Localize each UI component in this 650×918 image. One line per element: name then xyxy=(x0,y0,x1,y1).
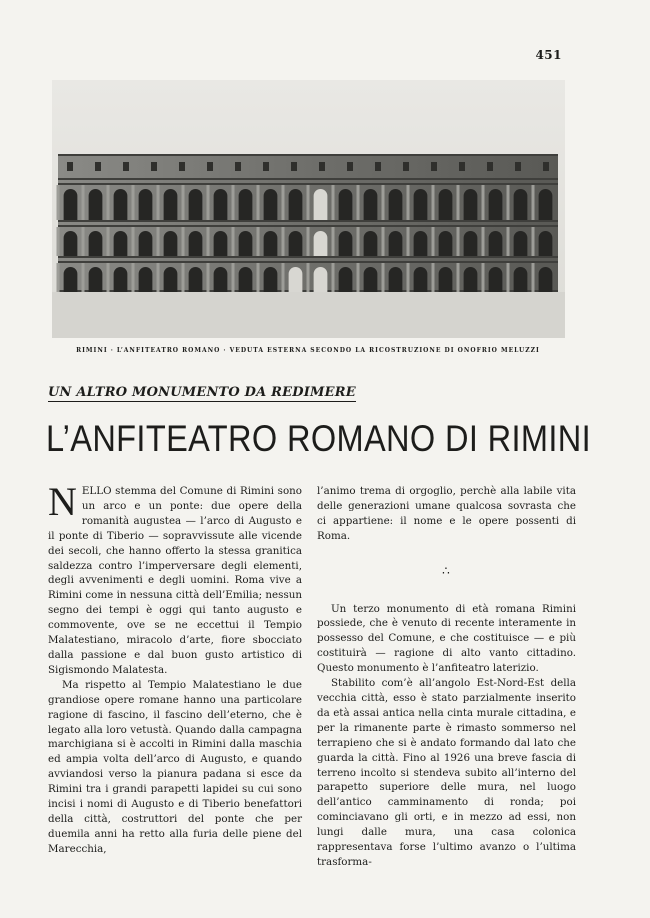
pilaster xyxy=(82,185,85,220)
article-kicker: UN ALTRO MONUMENTO DA REDIMERE xyxy=(48,385,356,400)
page-number: 451 xyxy=(535,48,562,62)
pilaster xyxy=(507,263,510,292)
pilaster xyxy=(457,185,460,220)
cornice-band xyxy=(58,178,558,180)
pilaster xyxy=(132,263,135,292)
ground-arch xyxy=(464,267,478,292)
ground-arch xyxy=(389,267,403,292)
pilaster xyxy=(332,227,335,256)
middle-arch xyxy=(189,231,203,256)
cornice-band xyxy=(58,225,558,227)
pilaster xyxy=(332,263,335,292)
middle-arch xyxy=(339,231,353,256)
upper-arch xyxy=(64,189,78,220)
pilaster xyxy=(257,263,260,292)
ground-arch xyxy=(314,267,328,292)
attic-window xyxy=(375,162,381,171)
pilaster xyxy=(407,227,410,256)
pilaster xyxy=(482,227,485,256)
pilaster xyxy=(207,185,210,220)
pilaster xyxy=(432,263,435,292)
middle-arch xyxy=(239,231,253,256)
ground-arch xyxy=(289,267,303,292)
pilaster xyxy=(382,227,385,256)
upper-arch xyxy=(539,189,553,220)
drop-cap: N xyxy=(48,479,77,524)
middle-arch xyxy=(64,231,78,256)
pilaster xyxy=(282,185,285,220)
attic-window xyxy=(291,162,297,171)
pilaster xyxy=(457,227,460,256)
attic-window xyxy=(403,162,409,171)
upper-arch xyxy=(214,189,228,220)
upper-arch xyxy=(264,189,278,220)
attic-window xyxy=(347,162,353,171)
ground-arch xyxy=(539,267,553,292)
pilaster xyxy=(157,263,160,292)
paragraph: Un terzo monumento di età romana Rimini possiede, che è venuto di recente interamente in possesso del Comune, e che costituisce — e più costituirà — ragione di alto vanto cittadino. Questo monumento è l’anfiteatro laterizio. xyxy=(317,602,576,675)
cornice-band xyxy=(58,154,558,156)
pilaster xyxy=(207,227,210,256)
middle-arch xyxy=(214,231,228,256)
ground-arch xyxy=(64,267,78,292)
ground-arch xyxy=(489,267,503,292)
pilaster xyxy=(382,185,385,220)
attic-window xyxy=(235,162,241,171)
middle-arch xyxy=(389,231,403,256)
ground-arch xyxy=(164,267,178,292)
ground-arch xyxy=(139,267,153,292)
middle-arch xyxy=(164,231,178,256)
attic-window xyxy=(151,162,157,171)
upper-arch xyxy=(514,189,528,220)
pilaster xyxy=(432,227,435,256)
upper-arch xyxy=(464,189,478,220)
upper-arch xyxy=(339,189,353,220)
ground-arch xyxy=(414,267,428,292)
attic-window xyxy=(263,162,269,171)
pilaster xyxy=(57,263,60,292)
pilaster xyxy=(57,185,60,220)
paragraph: Stabilito com’è all’angolo Est-Nord-Est della vecchia città, esso è stato parzialmente inserito da età assai antica nella cinta murale cittadina, e per la rimanente parte è rimasto sommerso nel terrapieno che si è andato formando dal lato che guarda la città. Fino al 1926 una breve fascia di terreno incolto si stendeva subito all’interno del parapetto superiore delle mura, nel luogo dell’antico camminamento di ronda; poi cominciavano gli orti, e in mezzo ad essi, non lungi dalle mura, una casa colonica rappresentava forse l’ultimo avanzo o l’ultima trasforma- xyxy=(317,677,576,868)
pilaster xyxy=(157,185,160,220)
middle-arch xyxy=(464,231,478,256)
pilaster xyxy=(282,227,285,256)
pilaster xyxy=(407,263,410,292)
pilaster xyxy=(532,227,535,256)
middle-arch xyxy=(414,231,428,256)
pilaster xyxy=(307,227,310,256)
attic-window xyxy=(207,162,213,171)
pilaster xyxy=(82,227,85,256)
attic-window xyxy=(543,162,549,171)
pilaster xyxy=(107,185,110,220)
pilaster xyxy=(307,185,310,220)
pilaster xyxy=(232,227,235,256)
pilaster xyxy=(57,227,60,256)
article-title: L’ANFITEATRO ROMANO DI RIMINI xyxy=(46,418,592,459)
pilaster xyxy=(107,227,110,256)
pilaster xyxy=(307,263,310,292)
pilaster xyxy=(357,263,360,292)
adjacent-page-bleed xyxy=(6,80,20,880)
middle-arch xyxy=(364,231,378,256)
pilaster xyxy=(232,263,235,292)
cornice-band xyxy=(58,261,558,263)
pilaster xyxy=(182,263,185,292)
upper-arch xyxy=(289,189,303,220)
pilaster xyxy=(532,185,535,220)
middle-arch xyxy=(264,231,278,256)
ground-arch xyxy=(364,267,378,292)
upper-arch xyxy=(189,189,203,220)
ground-arch xyxy=(89,267,103,292)
ground-arch xyxy=(214,267,228,292)
pilaster xyxy=(357,185,360,220)
pilaster xyxy=(107,263,110,292)
ground-arch xyxy=(189,267,203,292)
section-break-ornament: ∴ xyxy=(442,563,451,578)
upper-arch xyxy=(114,189,128,220)
upper-arch xyxy=(164,189,178,220)
attic-window xyxy=(487,162,493,171)
upper-arch xyxy=(89,189,103,220)
upper-arch xyxy=(139,189,153,220)
ground-arch xyxy=(264,267,278,292)
attic-window xyxy=(431,162,437,171)
middle-arch xyxy=(439,231,453,256)
pilaster xyxy=(432,185,435,220)
middle-arch xyxy=(89,231,103,256)
drop-cap-continuation: ELLO xyxy=(81,485,112,497)
ground-arch xyxy=(439,267,453,292)
pilaster xyxy=(257,185,260,220)
right-column xyxy=(317,484,576,870)
ground-plane xyxy=(52,292,565,338)
attic-window xyxy=(515,162,521,171)
cornice-band xyxy=(58,256,558,258)
pilaster xyxy=(482,185,485,220)
paragraph: l’animo trema di orgoglio, perchè alla labile vita delle generazioni umane qualcosa sovrasta che ci appartiene: il nome e le opere possenti di Roma. xyxy=(317,485,576,542)
attic-window xyxy=(319,162,325,171)
amphitheatre-illustration xyxy=(52,80,565,338)
pilaster xyxy=(482,263,485,292)
opening-paragraph-text: stemma del Comune di Rimini sono un arco e un ponte: due opere della romanità augustea — l’arco di Augusto e il ponte di Tiberio — sopravvissute alle vicende dei secoli, che hanno offerto la stessa granitica saldezza contro l’imperversare degli elementi, degli avvenimenti e degli uomini. Roma vive a Rimini come in nessuna città dell’Emilia; nessun segno dei tempi è oggi qui tanto augusto e commovente, ove se ne eccettui il Tempio Malatestiano, miracolo d’arte, fiore sbocciato dalla passione e dal buon gusto artistico di Sigismondo Malatesta. xyxy=(48,485,302,676)
ground-arch xyxy=(514,267,528,292)
ground-arch xyxy=(239,267,253,292)
pilaster xyxy=(257,227,260,256)
attic-window xyxy=(459,162,465,171)
pilaster xyxy=(182,227,185,256)
paragraph: Ma rispetto al Tempio Malatestiano le due grandiose opere romane hanno una particolare ragione di fascino, il fascino dell’eterno, che è legato alla loro vetustà. Quando dalla campagna marchigiana si è accolti in Rimini dalla maschia ed ampia volta dell’arco di Augusto, e quando avviandosi verso la pianura padana si esce da Rimini tra i grandi parapetti lapidei su cui sono incisi i nomi di Augusto e di Tiberio benefattori della città, costruttori del ponte che per duemila anni ha retto alla furia delle piene del Marecchia, xyxy=(48,678,302,855)
pilaster xyxy=(82,263,85,292)
pilaster xyxy=(207,263,210,292)
amphitheatre-facade-drawing xyxy=(52,80,565,338)
middle-arch xyxy=(289,231,303,256)
pilaster xyxy=(182,185,185,220)
middle-arch xyxy=(514,231,528,256)
pilaster xyxy=(507,227,510,256)
attic-window xyxy=(179,162,185,171)
cornice-band xyxy=(58,183,558,185)
pilaster xyxy=(532,263,535,292)
upper-arch xyxy=(414,189,428,220)
middle-arch xyxy=(539,231,553,256)
attic-window xyxy=(67,162,73,171)
attic-window xyxy=(95,162,101,171)
upper-arch xyxy=(239,189,253,220)
pilaster xyxy=(382,263,385,292)
pilaster xyxy=(407,185,410,220)
pilaster xyxy=(157,227,160,256)
middle-arch xyxy=(489,231,503,256)
facade xyxy=(57,154,559,292)
opening-paragraph xyxy=(48,479,302,678)
ground-arch xyxy=(339,267,353,292)
pilaster xyxy=(332,185,335,220)
pilaster xyxy=(132,227,135,256)
upper-arch xyxy=(314,189,328,220)
middle-arch xyxy=(139,231,153,256)
pilaster xyxy=(282,263,285,292)
pilaster xyxy=(457,263,460,292)
pilaster xyxy=(357,227,360,256)
upper-arch xyxy=(489,189,503,220)
left-column xyxy=(48,479,302,857)
middle-arch xyxy=(114,231,128,256)
upper-arch xyxy=(364,189,378,220)
pilaster xyxy=(507,185,510,220)
ground-arch xyxy=(114,267,128,292)
upper-arch xyxy=(389,189,403,220)
attic-window xyxy=(123,162,129,171)
figure-caption: RIMINI · L’ANFITEATRO ROMANO · VEDUTA ESTERNA SECONDO LA RICOSTRUZIONE DI ONOFRIO MELUZZI xyxy=(76,347,540,354)
pilaster xyxy=(232,185,235,220)
pilaster xyxy=(132,185,135,220)
cornice-band xyxy=(58,220,558,222)
upper-arch xyxy=(439,189,453,220)
middle-arch xyxy=(314,231,328,256)
